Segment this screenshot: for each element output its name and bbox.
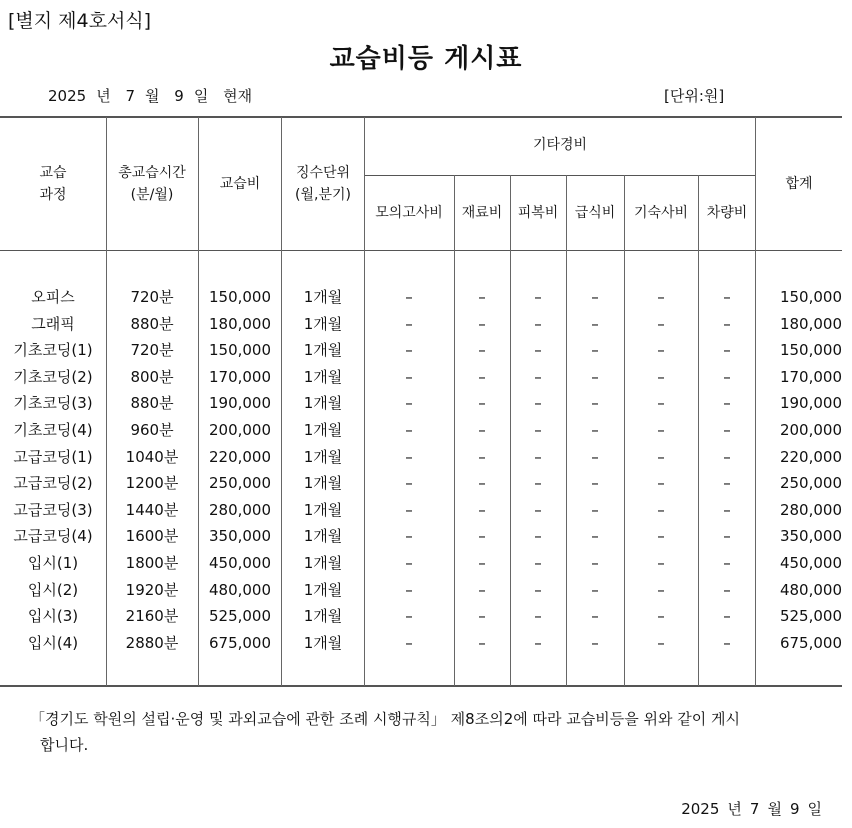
cell-mock-exam: –: [405, 421, 413, 439]
cell-meals: –: [591, 474, 599, 493]
unit-note: [단위:원]: [664, 87, 725, 105]
cell-meals: –: [591, 554, 599, 572]
cell-clothing: –: [534, 421, 542, 439]
cell-total-time: 2160분: [125, 607, 179, 626]
cell-total: 190,000: [779, 394, 842, 413]
cell-clothing: –: [534, 447, 542, 466]
cell-materials: –: [478, 341, 486, 360]
header-total: 합계: [785, 176, 813, 192]
cell-course: 그래픽: [31, 314, 75, 333]
cell-collection-unit: 1개월: [303, 394, 343, 413]
cell-materials: –: [478, 288, 486, 306]
cell-collection-unit: 1개월: [303, 607, 343, 626]
bottom-day: 9: [789, 800, 800, 818]
table-top-border: [0, 116, 842, 118]
header-collection-unit: 징수단위 (월,분기): [295, 165, 351, 203]
cell-fee: 450,000: [208, 554, 272, 572]
cell-vehicle: –: [723, 394, 731, 413]
cell-materials: –: [478, 314, 486, 333]
cell-course: 입시(2): [27, 580, 79, 599]
cell-materials: –: [478, 500, 486, 519]
cell-collection-unit: 1개월: [303, 474, 343, 493]
cell-clothing: –: [534, 554, 542, 572]
cell-fee: 190,000: [208, 394, 272, 413]
bottom-month: 7: [749, 800, 760, 818]
cell-meals: –: [591, 341, 599, 360]
cell-fee: 150,000: [208, 288, 272, 306]
header-total-time: 총교습시간 (분/월): [118, 165, 186, 203]
cell-dormitory: –: [657, 500, 665, 519]
cell-mock-exam: –: [405, 314, 413, 333]
cell-meals: –: [591, 447, 599, 466]
cell-vehicle: –: [723, 341, 731, 360]
cell-meals: –: [591, 580, 599, 599]
table-row: [0, 577, 842, 604]
cell-course: 기초코딩(3): [13, 394, 93, 413]
cell-vehicle: –: [723, 500, 731, 519]
cell-dormitory: –: [657, 607, 665, 626]
cell-total: 675,000: [779, 633, 842, 652]
cell-course: 기초코딩(2): [13, 367, 93, 386]
table-row: [0, 311, 842, 338]
cell-dormitory: –: [657, 341, 665, 360]
as-of-day: 9: [174, 87, 184, 105]
cell-total: 480,000: [779, 580, 842, 599]
cell-meals: –: [591, 394, 599, 413]
cell-mock-exam: –: [405, 474, 413, 493]
cell-collection-unit: 1개월: [303, 500, 343, 519]
cell-total-time: 960분: [130, 421, 174, 439]
cell-clothing: –: [534, 580, 542, 599]
cell-mock-exam: –: [405, 500, 413, 519]
cell-vehicle: –: [723, 474, 731, 493]
cell-course: 기초코딩(4): [13, 421, 93, 439]
cell-total: 250,000: [779, 474, 842, 493]
bottom-month-unit: 월: [767, 800, 782, 818]
cell-collection-unit: 1개월: [303, 314, 343, 333]
cell-meals: –: [591, 527, 599, 546]
cell-total-time: 720분: [130, 341, 174, 360]
cell-meals: –: [591, 367, 599, 386]
cell-course: 오피스: [31, 288, 75, 306]
table-row: [0, 364, 842, 391]
cell-total-time: 2880분: [125, 633, 179, 652]
cell-clothing: –: [534, 341, 542, 360]
cell-total: 525,000: [779, 607, 842, 626]
as-of-month: 7: [125, 87, 136, 105]
cell-fee: 180,000: [208, 314, 272, 333]
cell-course: 입시(1): [27, 554, 79, 572]
cell-dormitory: –: [657, 288, 665, 306]
as-of-suffix: 현재: [223, 87, 253, 105]
cell-total: 280,000: [779, 500, 842, 519]
cell-total: 150,000: [779, 341, 842, 360]
cell-materials: –: [478, 554, 486, 572]
cell-total-time: 1800분: [125, 554, 179, 572]
cell-meals: –: [591, 607, 599, 626]
cell-materials: –: [478, 474, 486, 493]
cell-course: 기초코딩(1): [13, 341, 93, 360]
cell-clothing: –: [534, 500, 542, 519]
as-of-date: [48, 85, 262, 106]
cell-total: 450,000: [779, 554, 842, 572]
cell-materials: –: [478, 367, 486, 386]
cell-fee: 280,000: [208, 500, 272, 519]
bottom-date: [673, 798, 822, 819]
table-row: [0, 550, 842, 577]
cell-mock-exam: –: [405, 633, 413, 652]
cell-fee: 170,000: [208, 367, 272, 386]
footnote-line1: 「경기도 학원의 설립·운영 및 과외교습에 관한 조례 시행규칙」 제8조의2에 따라 교습비등을 위와 같이 게시: [30, 710, 740, 728]
table-row: [0, 523, 842, 550]
cell-mock-exam: –: [405, 341, 413, 360]
cell-mock-exam: –: [405, 580, 413, 599]
bottom-year-unit: 년: [727, 800, 742, 818]
cell-materials: –: [478, 580, 486, 599]
as-of-day-unit: 일: [193, 87, 209, 105]
cell-vehicle: –: [723, 633, 731, 652]
cell-fee: 150,000: [208, 341, 272, 360]
cell-mock-exam: –: [405, 394, 413, 413]
cell-dormitory: –: [657, 394, 665, 413]
cell-course: 고급코딩(2): [13, 474, 93, 493]
cell-total: 350,000: [779, 527, 842, 546]
cell-materials: –: [478, 633, 486, 652]
table-row: [0, 603, 842, 630]
form-label: [별지 제4호서식]: [8, 10, 152, 32]
header-vehicle: 차량비: [706, 205, 748, 221]
cell-vehicle: –: [723, 367, 731, 386]
table-row: [0, 390, 842, 417]
cell-collection-unit: 1개월: [303, 447, 343, 466]
cell-vehicle: –: [723, 607, 731, 626]
cell-collection-unit: 1개월: [303, 633, 343, 652]
cell-vehicle: –: [723, 554, 731, 572]
cell-fee: 480,000: [208, 580, 272, 599]
table-row: [0, 284, 842, 311]
cell-total-time: 1920분: [125, 580, 179, 599]
table-row: [0, 337, 842, 364]
table-row: [0, 497, 842, 524]
cell-clothing: –: [534, 633, 542, 652]
cell-dormitory: –: [657, 554, 665, 572]
cell-fee: 350,000: [208, 527, 272, 546]
cell-vehicle: –: [723, 580, 731, 599]
header-other-costs: 기타경비: [532, 137, 588, 153]
cell-dormitory: –: [657, 527, 665, 546]
cell-collection-unit: 1개월: [303, 527, 343, 546]
cell-total-time: 800분: [130, 367, 174, 386]
cell-course: 고급코딩(1): [13, 447, 93, 466]
cell-fee: 250,000: [208, 474, 272, 493]
cell-fee: 200,000: [208, 421, 272, 439]
cell-total: 170,000: [779, 367, 842, 386]
cell-dormitory: –: [657, 421, 665, 439]
cell-clothing: –: [534, 367, 542, 386]
cell-materials: –: [478, 447, 486, 466]
cell-dormitory: –: [657, 367, 665, 386]
cell-dormitory: –: [657, 633, 665, 652]
bottom-year: 2025: [681, 800, 720, 818]
cell-materials: –: [478, 527, 486, 546]
cell-mock-exam: –: [405, 607, 413, 626]
cell-meals: –: [591, 633, 599, 652]
cell-vehicle: –: [723, 288, 731, 306]
bottom-day-unit: 일: [807, 800, 822, 818]
cell-total: 220,000: [779, 447, 842, 466]
cell-meals: –: [591, 314, 599, 333]
cell-total-time: 1600분: [125, 527, 179, 546]
cell-collection-unit: 1개월: [303, 580, 343, 599]
header-course: 교습 과정: [39, 165, 67, 203]
cell-dormitory: –: [657, 314, 665, 333]
cell-meals: –: [591, 421, 599, 439]
as-of-year: 2025: [48, 87, 87, 105]
cell-meals: –: [591, 500, 599, 519]
header-fee: 교습비: [219, 176, 261, 192]
cell-total-time: 880분: [130, 394, 174, 413]
cell-meals: –: [591, 288, 599, 306]
cell-dormitory: –: [657, 580, 665, 599]
cell-clothing: –: [534, 607, 542, 626]
footnote: [30, 706, 834, 758]
cell-mock-exam: –: [405, 554, 413, 572]
cell-clothing: –: [534, 288, 542, 306]
as-of-month-unit: 월: [145, 87, 160, 105]
cell-course: 입시(3): [27, 607, 79, 626]
cell-collection-unit: 1개월: [303, 288, 343, 306]
header-bottom-border: [0, 250, 842, 251]
cell-fee: 525,000: [208, 607, 272, 626]
cell-mock-exam: –: [405, 527, 413, 546]
cell-clothing: –: [534, 394, 542, 413]
cell-mock-exam: –: [405, 367, 413, 386]
cell-total-time: 720분: [130, 288, 174, 306]
cell-total-time: 880분: [130, 314, 174, 333]
header-meals: 급식비: [574, 205, 616, 221]
cell-total-time: 1440분: [125, 500, 179, 519]
cell-clothing: –: [534, 474, 542, 493]
cell-total: 180,000: [779, 314, 842, 333]
table-row: [0, 470, 842, 497]
cell-course: 입시(4): [27, 633, 79, 652]
cell-course: 고급코딩(3): [13, 500, 93, 519]
cell-fee: 220,000: [208, 447, 272, 466]
cell-vehicle: –: [723, 421, 731, 439]
cell-mock-exam: –: [405, 288, 413, 306]
cell-materials: –: [478, 421, 486, 439]
header-clothing: 피복비: [517, 205, 559, 221]
table-row: [0, 630, 842, 657]
cell-total-time: 1040분: [125, 447, 179, 466]
cell-vehicle: –: [723, 527, 731, 546]
cell-clothing: –: [534, 527, 542, 546]
page-title: 교습비등 게시표: [329, 44, 523, 74]
cell-total: 150,000: [779, 288, 842, 306]
cell-course: 고급코딩(4): [13, 527, 93, 546]
as-of-year-unit: 년: [96, 87, 111, 105]
header-materials: 재료비: [461, 205, 503, 221]
cell-materials: –: [478, 607, 486, 626]
cell-collection-unit: 1개월: [303, 421, 343, 439]
footnote-line2: 합니다.: [40, 736, 89, 754]
cell-collection-unit: 1개월: [303, 367, 343, 386]
cell-materials: –: [478, 394, 486, 413]
table-row: [0, 417, 842, 444]
cell-collection-unit: 1개월: [303, 554, 343, 572]
cell-mock-exam: –: [405, 447, 413, 466]
cell-clothing: –: [534, 314, 542, 333]
cell-total: 200,000: [779, 421, 842, 439]
table-bottom-border: [0, 685, 842, 687]
cell-dormitory: –: [657, 447, 665, 466]
header-mock-exam: 모의고사비: [375, 205, 443, 221]
cell-dormitory: –: [657, 474, 665, 493]
cell-total-time: 1200분: [125, 474, 179, 493]
cell-vehicle: –: [723, 447, 731, 466]
cell-fee: 675,000: [208, 633, 272, 652]
cell-collection-unit: 1개월: [303, 341, 343, 360]
header-dormitory: 기숙사비: [633, 205, 689, 221]
cell-vehicle: –: [723, 314, 731, 333]
table-row: [0, 444, 842, 471]
